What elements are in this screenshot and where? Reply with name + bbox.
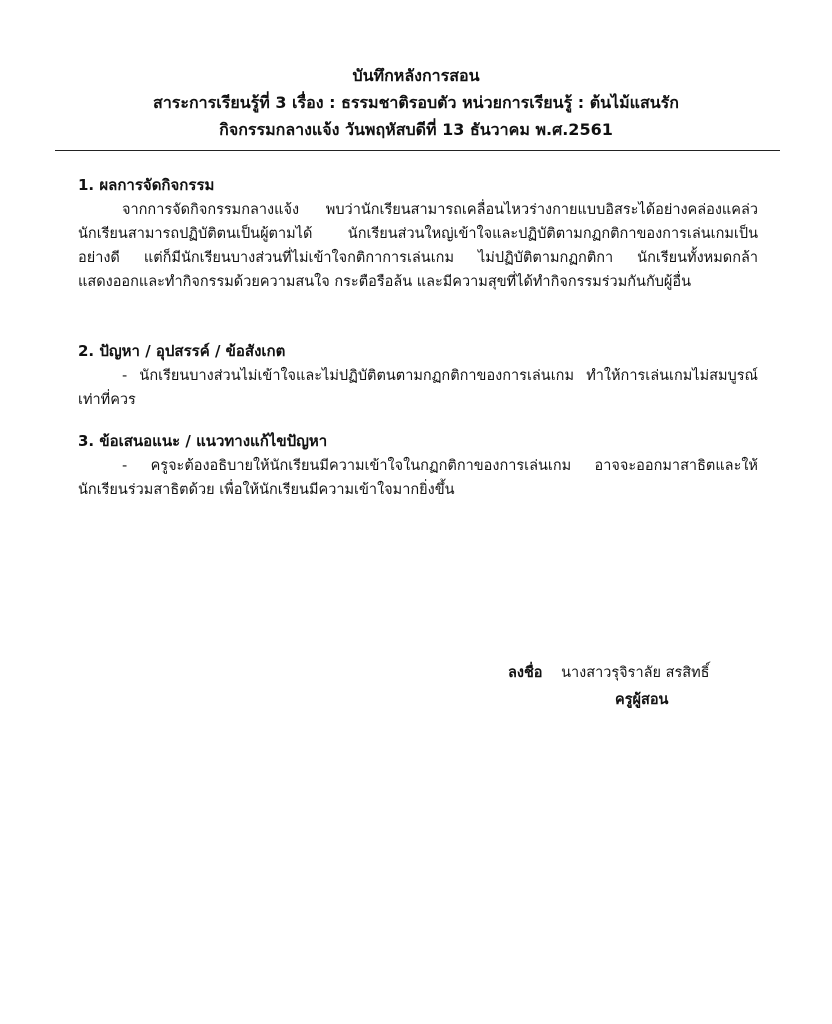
section-body: จากการจัดกิจกรรมกลางแจ้ง พบว่านักเรียนสามารถเคลื่อนไหวร่างกายแบบอิสระได้อย่างคล่องแคล่ว นักเรียนสามารถปฏิบัติตนเป็นผู้ตามได้ นักเรียนส่วนใหญ่เข้าใจและปฏิบัติตามกฏกติกาของการเล่นเกมเป็นอย่างดี แต่ก็มีนักเรียนบางส่วนที่ไม่เข้าใจกติกาการเล่นเกม ไม่ปฏิบัติตามกฏกติกา นักเรียนทั้งหมดกล้าแสดงออกและทำกิจกรรมด้วยความสนใจ กระตือรือล้น และมีความสุขที่ได้ทำกิจกรรมร่วมกันกับผู้อื่น — [78, 202, 758, 290]
header-divider — [55, 150, 780, 151]
section-heading: 3. ข้อเสนอแนะ / แนวทางแก้ไขปัญหา — [78, 432, 328, 450]
document-header — [0, 62, 832, 143]
section-results — [78, 172, 758, 294]
signature-block — [508, 660, 710, 714]
signature-role: ครูผู้สอน — [615, 692, 669, 708]
document-subtitle-line2: กิจกรรมกลางแจ้ง วันพฤหัสบดีที่ 13 ธันวาคม พ.ศ.2561 — [219, 120, 613, 139]
document-title: บันทึกหลังการสอน — [352, 66, 480, 85]
section-problems — [78, 338, 758, 412]
signature-name: นางสาวรุจิราลัย สรสิทธิ์ — [561, 665, 710, 681]
section-body: - ครูจะต้องอธิบายให้นักเรียนมีความเข้าใจในกฏกติกาของการเล่นเกม อาจจะออกมาสาธิตและให้นักเรียนร่วมสาธิตด้วย เพื่อให้นักเรียนมีความเข้าใจมากยิ่งขึ้น — [78, 458, 758, 498]
section-body: - นักเรียนบางส่วนไม่เข้าใจและไม่ปฏิบัติตนตามกฏกติกาของการเล่นเกม ทำให้การเล่นเกมไม่สมบูรณ์เท่าที่ควร — [78, 368, 758, 408]
section-heading: 2. ปัญหา / อุปสรรค์ / ข้อสังเกต — [78, 342, 286, 360]
signature-label: ลงชื่อ — [508, 665, 543, 681]
section-heading: 1. ผลการจัดกิจกรรม — [78, 176, 215, 194]
section-suggestions — [78, 428, 758, 502]
document-subtitle-line1: สาระการเรียนรู้ที่ 3 เรื่อง : ธรรมชาติรอบตัว หน่วยการเรียนรู้ : ต้นไม้แสนรัก — [153, 93, 679, 112]
